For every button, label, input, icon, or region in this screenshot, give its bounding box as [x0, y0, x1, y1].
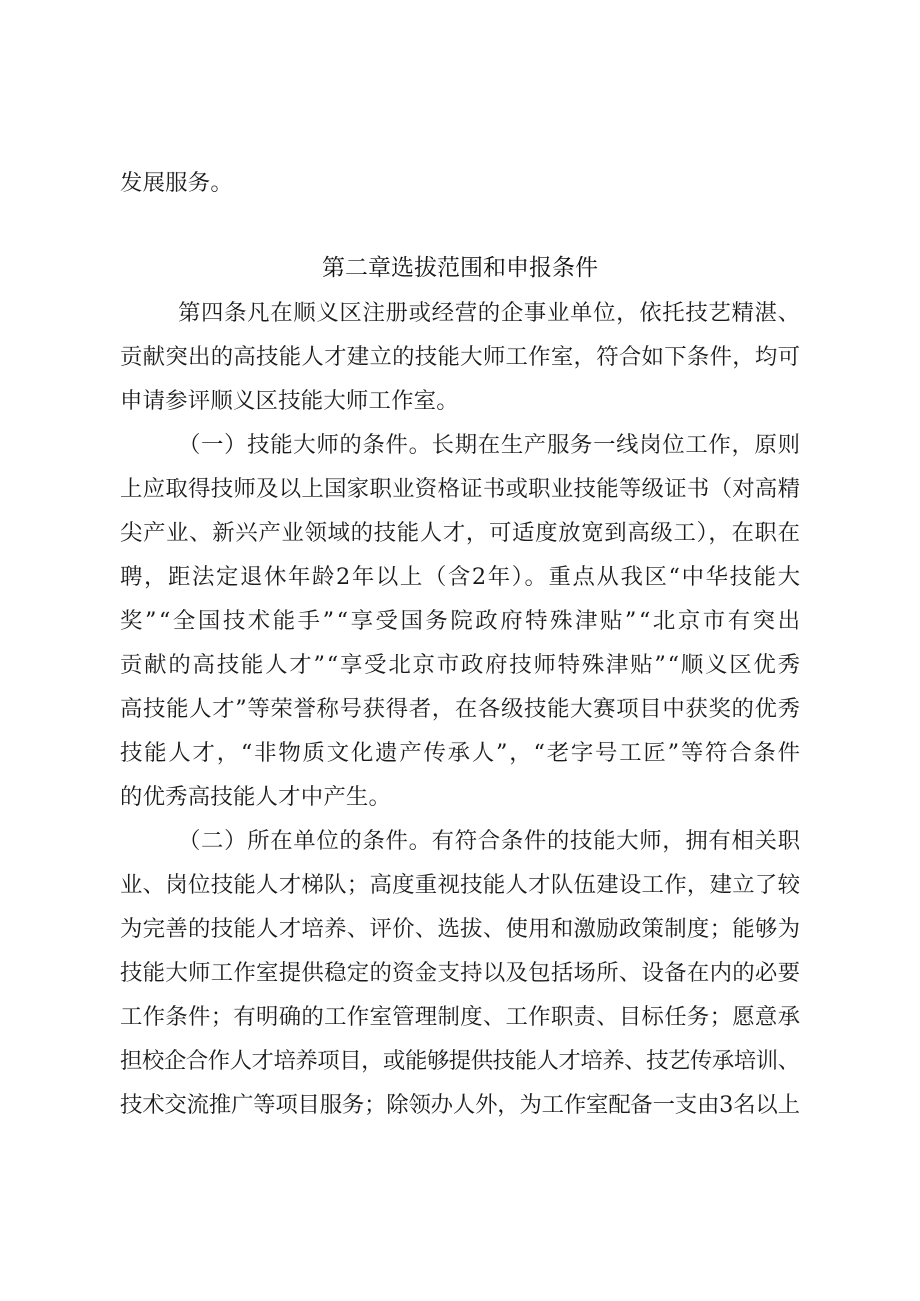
paragraph-line: 担校企合作人才培养项目，或能够提供技能人才培养、技艺传承培训、 — [120, 1048, 800, 1074]
paragraph-line: 尖产业、新兴产业领域的技能人才，可适度放宽到高级工），在职在 — [120, 520, 801, 546]
paragraph-line: （二）所在单位的条件。有符合条件的技能大师，拥有相关职 — [178, 828, 801, 854]
chapter-title: 第二章选拔范围和申报条件 — [322, 255, 598, 281]
paragraph-line: 奖”“全国技术能手”“享受国务院政府特殊津贴”“北京市有突出 — [120, 608, 803, 634]
previous-paragraph-tail: 发展服务。 — [120, 170, 233, 196]
paragraph-line: 的优秀高技能人才中产生。 — [120, 784, 392, 810]
paragraph-line: （一）技能大师的条件。长期在生产服务一线岗位工作，原则 — [178, 432, 801, 458]
paragraph-line: 贡献的高技能人才”“享受北京市政府技师特殊津贴”“顺义区优秀 — [120, 652, 802, 678]
paragraph-line: 高技能人才”等荣誉称号获得者，在各级技能大赛项目中获奖的优秀 — [120, 696, 801, 722]
paragraph-line: 为完善的技能人才培养、评价、选拔、使用和激励政策制度；能够为 — [120, 916, 801, 942]
paragraph-line: 技术交流推广等项目服务；除领办人外，为工作室配备一支由3名以上 — [120, 1092, 800, 1118]
paragraph-line: 上应取得技师及以上国家职业资格证书或职业技能等级证书（对高精 — [120, 476, 801, 502]
paragraph-line: 贡献突出的高技能人才建立的技能大师工作室，符合如下条件，均可 — [120, 344, 801, 370]
paragraph-line: 工作条件；有明确的工作室管理制度、工作职责、目标任务；愿意承 — [120, 1004, 801, 1030]
paragraph-line: 业、岗位技能人才梯队；高度重视技能人才队伍建设工作，建立了较 — [120, 872, 801, 898]
paragraph-line: 聘，距法定退休年龄2年以上（含2年）。重点从我区“中华技能大 — [120, 564, 802, 590]
paragraph-line: 技能大师工作室提供稳定的资金支持以及包括场所、设备在内的必要 — [120, 960, 801, 986]
paragraph-line: 第四条凡在顺义区注册或经营的企事业单位，依托技艺精湛、 — [178, 300, 801, 326]
paragraph-line: 技能人才，“非物质文化遗产传承人”，“老字号工匠”等符合条件 — [120, 740, 802, 766]
paragraph-line: 申请参评顺义区技能大师工作室。 — [120, 388, 459, 414]
